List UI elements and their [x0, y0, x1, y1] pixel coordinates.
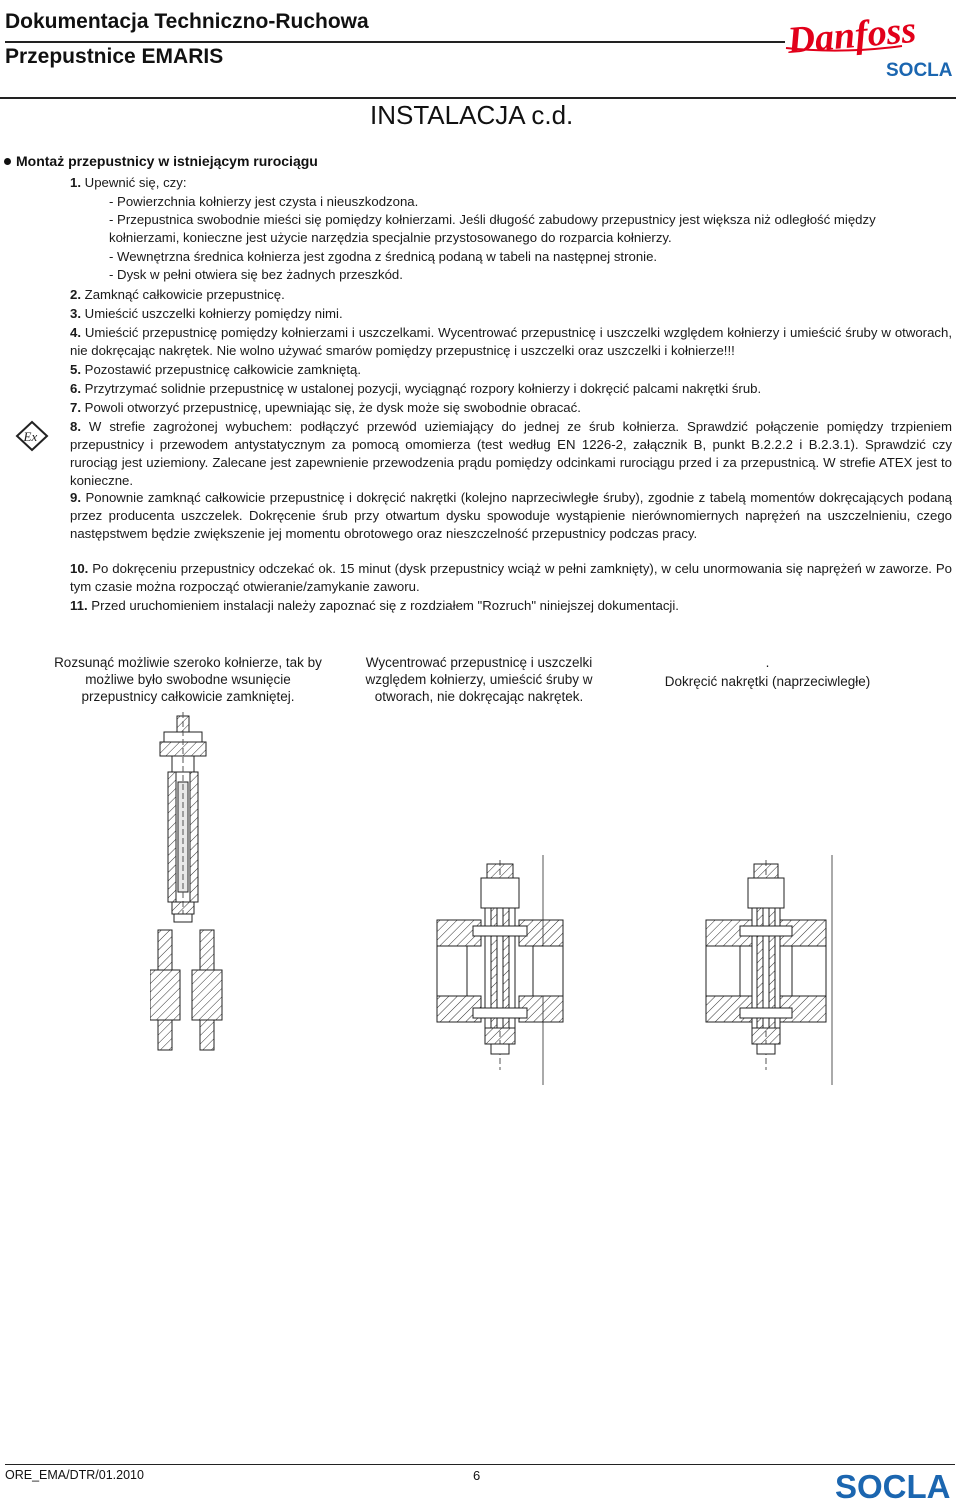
- page-number: 6: [473, 1468, 481, 1483]
- step-10: 10. Po dokręceniu przepustnicy odczekać ok. 15 minut (dysk przepustnicy wciąż w pełni zamknięty), w celu unormowania się naprężeń w zaworze. Po tym czasie można rozpocząć otwieranie/zamykanie zaworu.: [70, 561, 952, 594]
- socla-footer-logo: [833, 1468, 955, 1502]
- header-bottom-rule: [0, 97, 956, 99]
- document-title: Dokumentacja Techniczno-Ruchowa: [5, 10, 369, 33]
- document-subtitle: Przepustnice EMARIS: [5, 45, 224, 68]
- bullet-icon: [4, 158, 11, 165]
- danfoss-socla-logo: [782, 2, 954, 82]
- atex-ex-icon: [15, 420, 49, 452]
- document-code: ORE_EMA/DTR/01.2010: [5, 1468, 144, 1482]
- drawing-valve-centered: [425, 850, 575, 1090]
- check-item: - Powierzchnia kołnierzy jest czysta i nieuszkodzona.: [109, 194, 419, 209]
- step-6: 6. Przytrzymać solidnie przepustnicę w ustalonej pozycji, wyciągnąć rozpory kołnierzy i dokręcić palcami nakrętki śrub.: [70, 381, 762, 396]
- section-title: INSTALACJA c.d.: [370, 100, 574, 130]
- step-8: 8. W strefie zagrożonej wybuchem: podłączyć przewód uziemiający do jednej ze śrub kołnierza. Sprawdzić połączenie pomiędzy trzpieniem przepustnicy i przewodem antystatycznym za pomocą omomierza (test według EN 1226-2, załącznik B, punkt B.2.2.2 i B.2.3.1). Sprawdzić czy rurociąg jest uziemiony. Zalecane jest zapewnienie przewodzenia prądu pomiędzy odcinkami rurociągu przed i za przepustnicą. W strefie ATEX jest to konieczne.: [70, 419, 952, 488]
- step-4: 4. Umieścić przepustnicę pomiędzy kołnierzami i uszczelkami. Wycentrować przepustnicę i uszczelki względem kołnierzy i umieścić śruby w otworach, nie dokręcając nakrętek. Nie wolno używać smarów pomiędzy przepustnicę i uszczelki oraz uszczelki i kołnierze!!!: [70, 325, 952, 358]
- step-7: 7. Powoli otworzyć przepustnicę, upewniając się, że dysk może się swobodnie obracać.: [70, 400, 581, 415]
- svg-text:Ex: Ex: [23, 429, 38, 444]
- check-item: - Dysk w pełni otwiera się bez żadnych przeszkód.: [109, 267, 403, 282]
- step-11: 11. Przed uruchomieniem instalacji należy zapoznać się z rozdziałem "Rozruch" niniejszej dokumentacji.: [70, 598, 679, 613]
- step-3: 3. Umieścić uszczelki kołnierzy pomiędzy nimi.: [70, 306, 343, 321]
- drawing-valve-tightened: [700, 850, 850, 1090]
- caption-step-dot: .: [765, 655, 770, 670]
- step-2: 2. Zamknąć całkowicie przepustnicę.: [70, 287, 285, 302]
- drawing-valve-insertion: [150, 712, 230, 1092]
- step-1: 1. Upewnić się, czy:: [70, 175, 187, 190]
- check-item: - Wewnętrzna średnica kołnierza jest zgodna z średnicą podaną w tabeli na następnej stronie.: [109, 249, 658, 264]
- step-9: 9. Ponownie zamknąć całkowicie przepustnicę i dokręcić nakrętki (kolejno naprzeciwległe śruby), zgodnie z tabelą momentów dokręcających podaną przez producenta uszczelek. Dokręcenie śrub przy otwartum dysku spowoduje wystąpienie nierównomiernych naprężeń na uszczelnieniu, czego następstwem będzie zwiększenie jej momentu obrotowego oraz nieszczelność przepustnicy podczas pracy.: [70, 490, 952, 541]
- caption-step-spread-flanges: Rozsunąć możliwie szeroko kołnierze, tak by możliwe było swobodne wsunięcie przepustnicy całkowicie zamkniętej.: [54, 655, 322, 704]
- check-item: - Przepustnica swobodnie mieści się pomiędzy kołnierzami. Jeśli długość zabudowy przepustnicy jest większa niż odległość między kołnierzami, konieczne jest użycie narzędzia specjalnie przystosowanego do rozparcia kołnierzy.: [109, 212, 876, 245]
- footer-rule: [5, 1464, 955, 1465]
- socla-footer-logo-text: SOCLA: [835, 1468, 951, 1502]
- step-5: 5. Pozostawić przepustnicę całkowicie zamkniętą.: [70, 362, 361, 377]
- header-rule: [5, 41, 785, 43]
- bullet-heading: Montaż przepustnicy w istniejącym rurociągu: [4, 153, 318, 169]
- caption-step-tighten-nuts: Dokręcić nakrętki (naprzeciwległe): [664, 674, 871, 689]
- socla-logo-text: SOCLA: [886, 60, 953, 81]
- caption-step-center-valve: Wycentrować przepustnicę i uszczelki względem kołnierzy, umieścić śruby w otworach, nie dokręcając nakrętek.: [365, 655, 593, 704]
- danfoss-logo-text: Danfoss: [785, 8, 918, 62]
